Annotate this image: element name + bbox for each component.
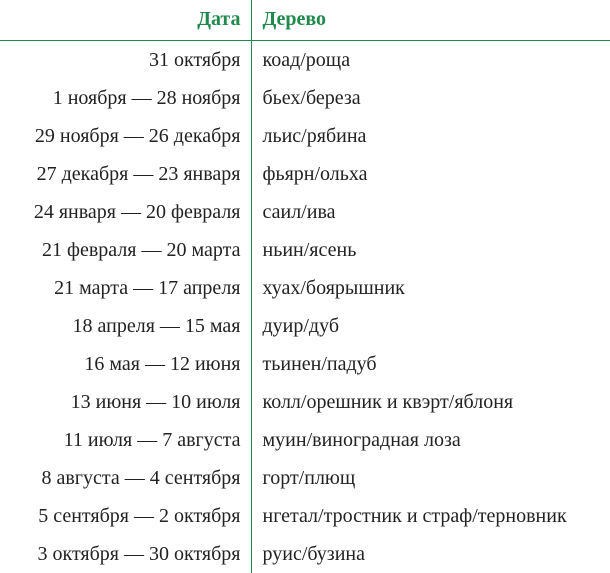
tree-cell: льис/рябина: [262, 124, 367, 147]
date-cell: 16 мая — 12 июня: [0, 345, 251, 383]
tree-cell: колл/орешник и квэрт/яблоня: [262, 390, 514, 413]
tree-cell: тьинен/падуб: [262, 352, 377, 375]
date-cell: 31 октября: [0, 41, 251, 80]
date-cell: 21 февраля — 20 марта: [0, 231, 251, 269]
table-row: [0, 421, 610, 459]
date-cell: 8 августа — 4 сентября: [0, 459, 251, 497]
table-row: [0, 345, 610, 383]
table-row: [0, 41, 610, 80]
table-row: [0, 155, 610, 193]
table-row: [0, 79, 610, 117]
date-cell: 13 июня — 10 июля: [0, 383, 251, 421]
table-row: [0, 231, 610, 269]
table-row: [0, 117, 610, 155]
date-cell: 27 декабря — 23 января: [0, 155, 251, 193]
table-row: [0, 307, 610, 345]
table-row: [0, 269, 610, 307]
table-row: [0, 459, 610, 497]
tree-cell: коад/роща: [262, 48, 351, 71]
tree-cell: муин/виноградная лоза: [262, 428, 461, 451]
tree-cell: ньин/ясень: [262, 238, 357, 261]
table-header-row: [0, 0, 610, 41]
tree-cell: хуах/боярышник: [262, 276, 405, 299]
date-column-header: Дата: [0, 0, 251, 41]
date-cell: 24 января — 20 февраля: [0, 193, 251, 231]
date-cell: 18 апреля — 15 мая: [0, 307, 251, 345]
date-cell: 29 ноября — 26 декабря: [0, 117, 251, 155]
date-cell: 1 ноября — 28 ноября: [0, 79, 251, 117]
tree-cell: саил/ива: [262, 200, 336, 223]
date-cell: 3 октября — 30 октября: [0, 535, 251, 573]
tree-cell: нгетал/тростник и страф/терновник: [262, 504, 567, 527]
date-cell: 11 июля — 7 августа: [0, 421, 251, 459]
tree-column-header: Дерево: [251, 0, 610, 41]
date-cell: 21 марта — 17 апреля: [0, 269, 251, 307]
tree-cell: дуир/дуб: [262, 314, 340, 337]
table-row: [0, 497, 610, 535]
table-row: [0, 383, 610, 421]
tree-cell: фьярн/ольха: [262, 162, 368, 185]
table-row: [0, 193, 610, 231]
tree-cell: бьех/береза: [262, 86, 361, 109]
table-row: [0, 535, 610, 573]
date-cell: 5 сентября — 2 октября: [0, 497, 251, 535]
tree-cell: руис/бузина: [262, 542, 365, 565]
tree-cell: горт/плющ: [262, 466, 356, 489]
